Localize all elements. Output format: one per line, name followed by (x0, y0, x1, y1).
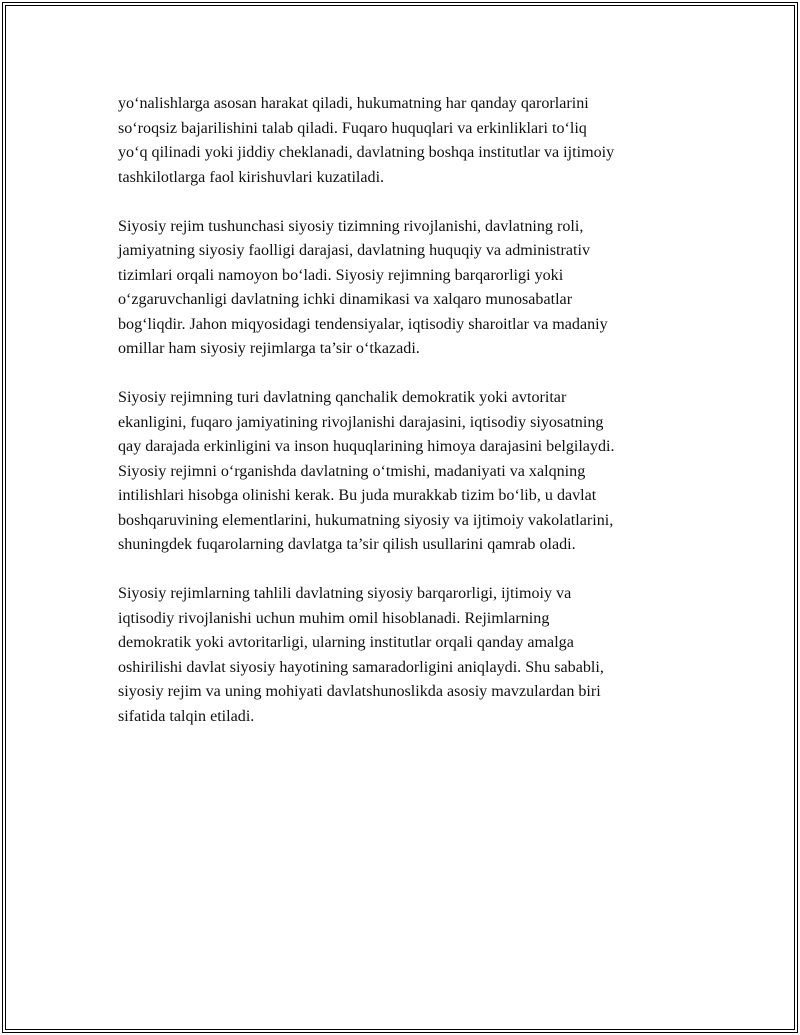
paragraph-regime-type: Siyosiy rejimning turi davlatning qanchalik demokratik yoki avtoritar ekanligini, fuqaro jamiyatining rivojlanishi darajasini, iqtisodiy siyosatning qay darajada erkinligini va inson huquqlarining himoya darajasini belgilaydi. Siyosiy rejimni o‘rganishda davlatning o‘tmishi, madaniyati va xalqning intilishlari hisobga olinishi kerak. Bu juda murakkab tizim bo‘lib, u davlat boshqaruvining elementlarini, hukumatning siyosiy va ijtimoiy vakolatlarini, shuningdek fuqarolarning davlatga ta’sir qilish usullarini qamrab oladi. (118, 389, 615, 553)
document-body (118, 92, 688, 754)
paragraph-political-regime-concept: Siyosiy rejim tushunchasi siyosiy tizimning rivojlanishi, davlatning roli, jamiyatning siyosiy faolligi darajasi, davlatning huquqiy va administrativ tizimlari orqali namoyon bo‘ladi. Siyosiy rejimning barqarorligi yoki o‘zgaruvchanligi davlatning ichki dinamikasi va xalqaro munosabatlar bog‘liqdir. Jahon miqyosidagi tendensiyalar, iqtisodiy sharoitlar va madaniy omillar ham siyosiy rejimlarga ta’sir o‘tkazadi. (118, 217, 608, 357)
paragraph-authoritarian-continuation: yo‘nalishlarga asosan harakat qiladi, hukumatning har qanday qarorlarini so‘roqsiz bajarilishini talab qiladi. Fuqaro huquqlari va erkinliklari to‘liq yo‘q qilinadi yoki jiddiy cheklanadi, davlatning boshqa institutlar va ijtimoiy tashkilotlarga faol kirishuvlari kuzatiladi. (118, 95, 615, 186)
paragraph-regime-analysis: Siyosiy rejimlarning tahlili davlatning siyosiy barqarorligi, ijtimoiy va iqtisodiy rivojlanishi uchun muhim omil hisoblanadi. Rejimlarning demokratik yoki avtoritarligi, ularning institutlar orqali qanday amalga oshirilishi davlat siyosiy hayotining samaradorligini aniqlaydi. Shu sababli, siyosiy rejim va uning mohiyati davlatshunoslikda asosiy mavzulardan biri sifatida talqin etiladi. (118, 585, 604, 725)
